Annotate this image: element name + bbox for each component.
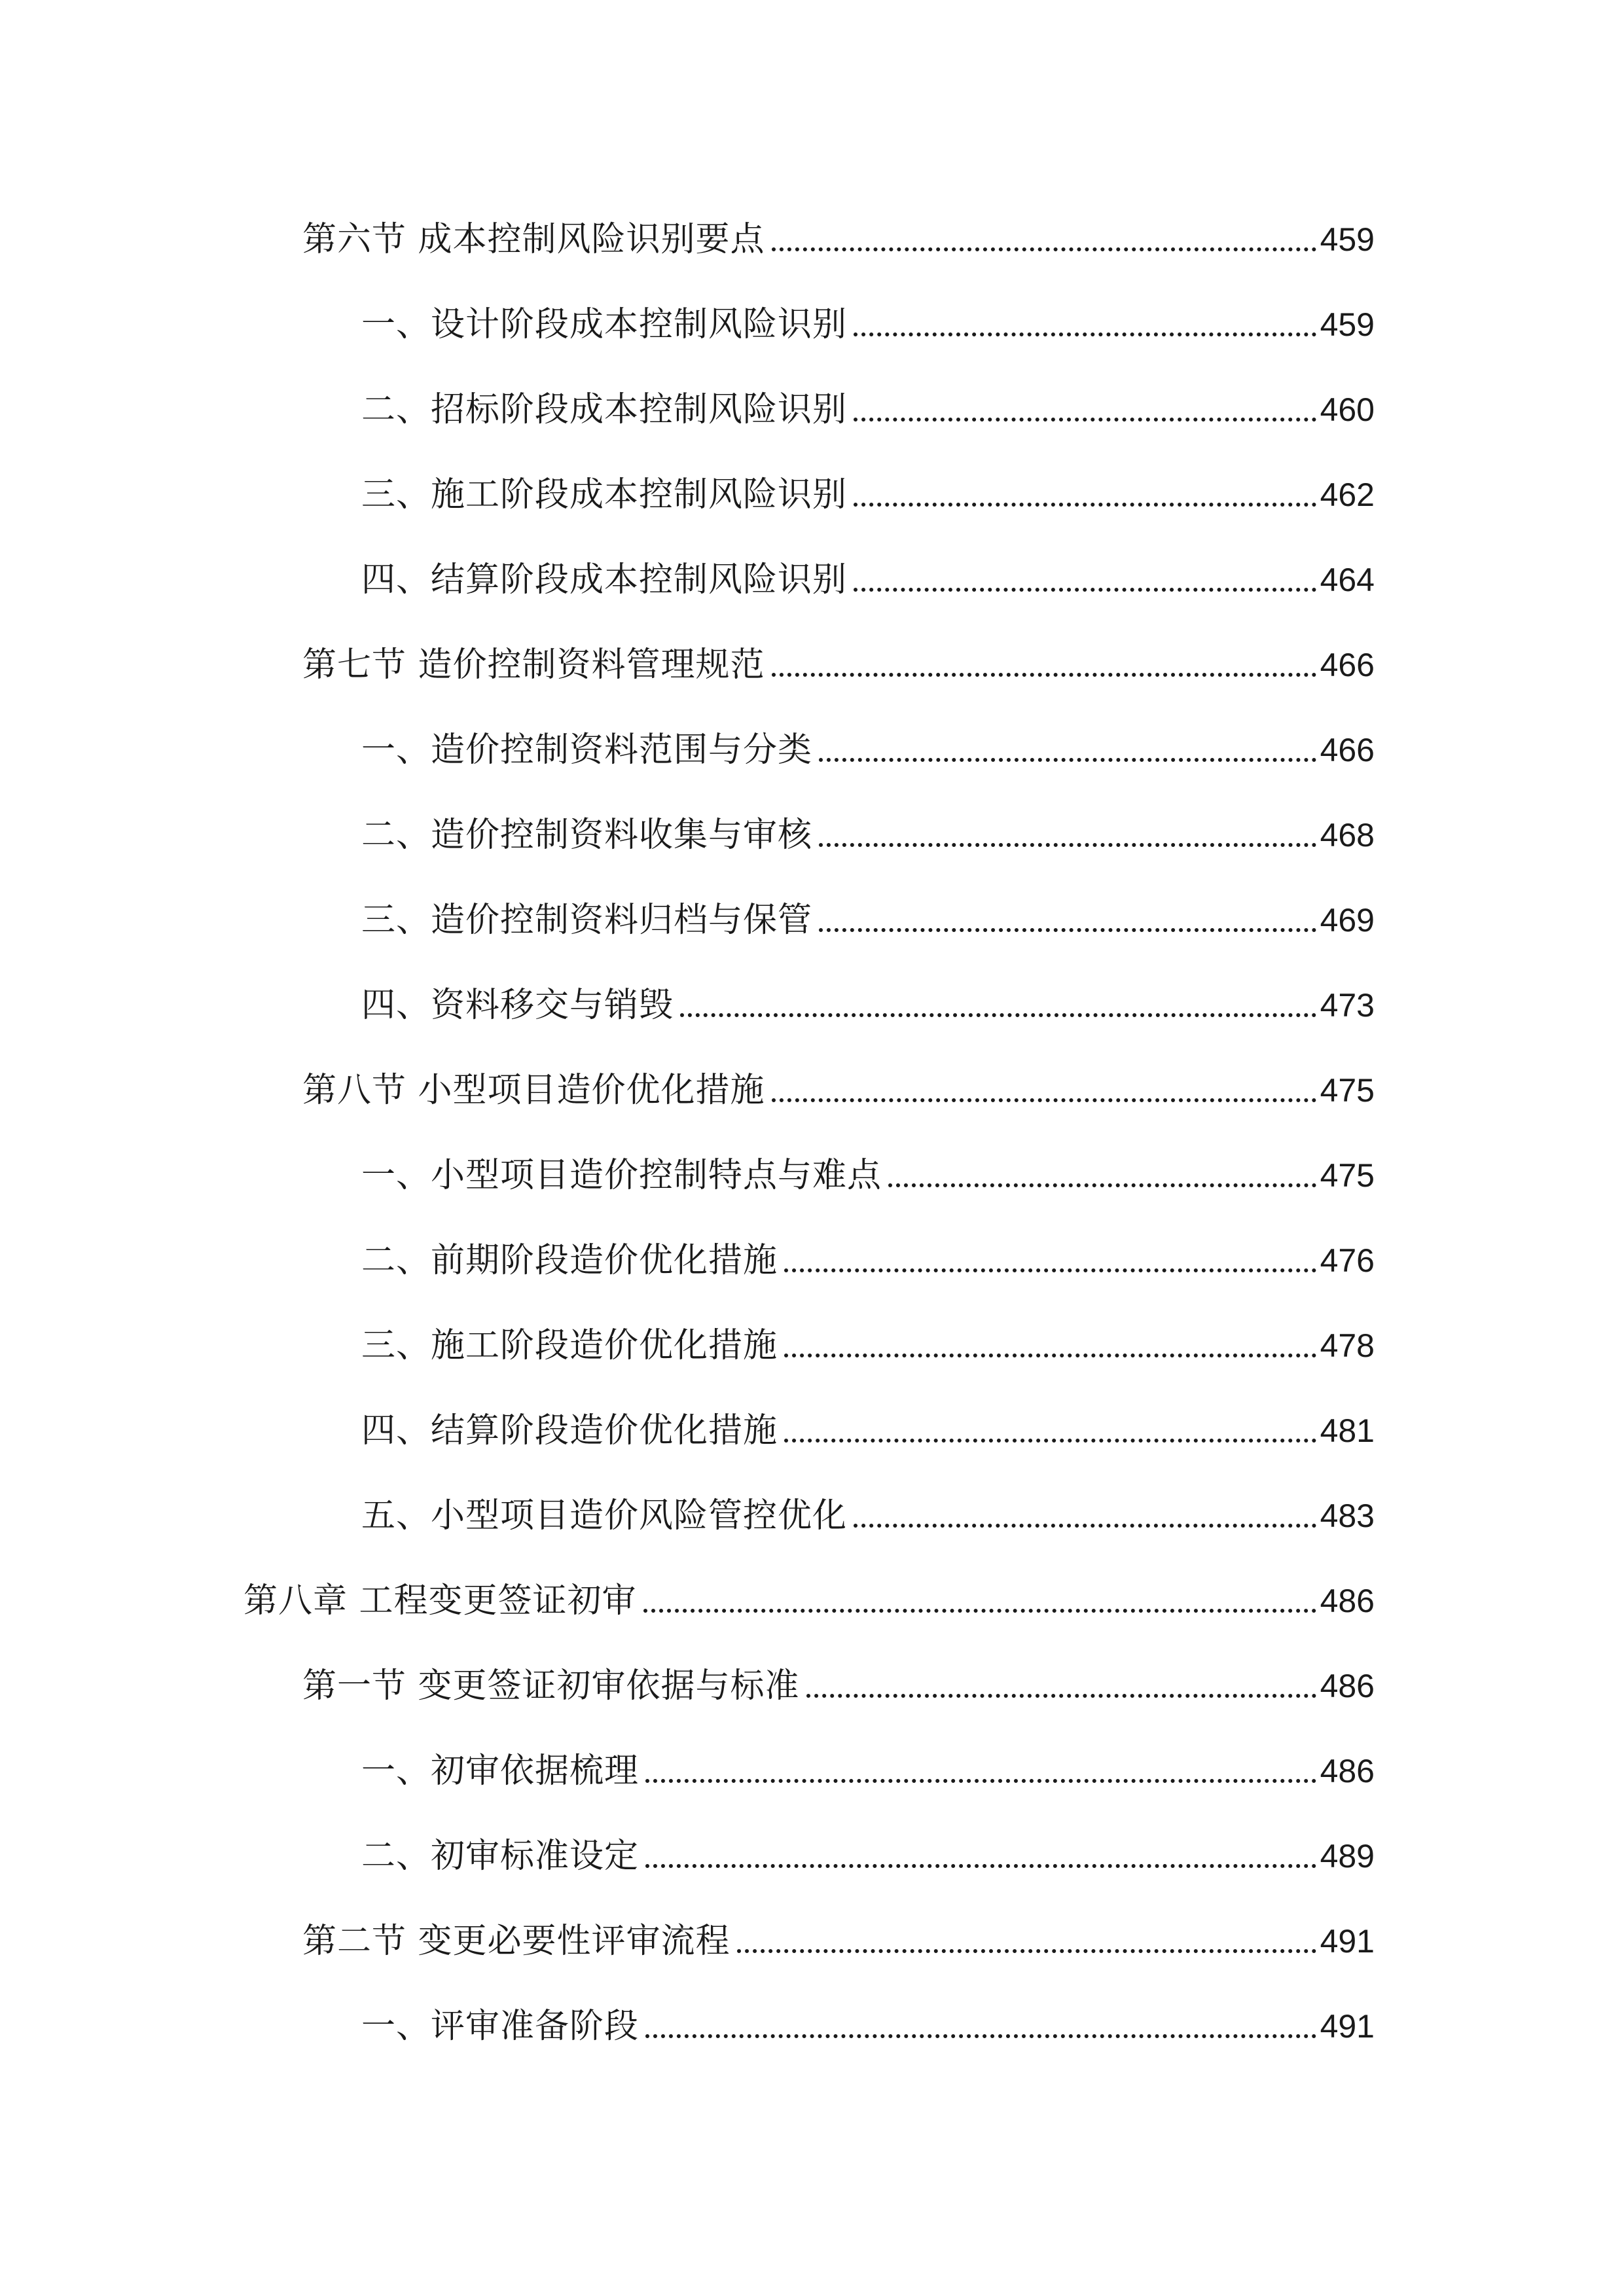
- toc-entry-page: 466: [1320, 647, 1375, 683]
- toc-dot-leader: [854, 503, 1316, 507]
- toc-entry-page: 478: [1320, 1327, 1375, 1364]
- toc-dot-leader: [806, 1694, 1316, 1698]
- toc-entry-title: 一、设计阶段成本控制风险识别: [361, 305, 848, 344]
- toc-entry-title: 第八节 小型项目造价优化措施: [302, 1071, 765, 1110]
- toc-entry-title: 第二节 变更必要性评审流程: [302, 1922, 731, 1961]
- toc-dot-leader: [819, 928, 1316, 932]
- toc-entry-page: 491: [1320, 2008, 1375, 2045]
- toc-entry-title: 一、小型项目造价控制特点与难点: [361, 1156, 882, 1195]
- toc-entry-title: 第一节 变更签证初审依据与标准: [302, 1666, 800, 1706]
- toc-entry-item[interactable]: [361, 804, 1375, 856]
- toc-entry-title: 三、施工阶段成本控制风险识别: [361, 475, 848, 514]
- toc-dot-leader: [645, 2034, 1316, 2038]
- toc-entry-item[interactable]: [361, 1229, 1375, 1282]
- toc-entry-page: 460: [1320, 391, 1375, 428]
- toc-entry-page: 466: [1320, 732, 1375, 768]
- toc-entry-title: 第七节 造价控制资料管理规范: [302, 645, 765, 685]
- toc-dot-leader: [737, 1949, 1316, 1953]
- toc-entry-page: 476: [1320, 1242, 1375, 1279]
- toc-entry-title: 二、前期阶段造价优化措施: [361, 1241, 778, 1280]
- toc-entry-item[interactable]: [361, 1399, 1375, 1452]
- toc-entry-page: 469: [1320, 902, 1375, 939]
- toc-entry-item[interactable]: [361, 378, 1375, 431]
- toc-entry-page: 462: [1320, 476, 1375, 513]
- toc-entry-item[interactable]: [361, 1995, 1375, 2047]
- toc-entry-chapter-8[interactable]: [244, 1570, 1375, 1622]
- toc-dot-leader: [772, 247, 1316, 251]
- toc-entry-title: 一、评审准备阶段: [361, 2007, 640, 2046]
- toc-entry-section-1[interactable]: [302, 1655, 1375, 1707]
- toc-entry-title: 四、结算阶段造价优化措施: [361, 1411, 778, 1450]
- toc-entry-page: 483: [1320, 1498, 1375, 1534]
- toc-entry-title: 一、初审依据梳理: [361, 1751, 640, 1791]
- toc-dot-leader: [854, 418, 1316, 422]
- toc-dot-leader: [784, 1354, 1316, 1357]
- toc-entry-item[interactable]: [361, 293, 1375, 346]
- toc-entry-item[interactable]: [361, 719, 1375, 771]
- toc-entry-item[interactable]: [361, 1484, 1375, 1537]
- toc-entry-title: 第六节 成本控制风险识别要点: [302, 220, 765, 259]
- toc-entry-title: 二、初审标准设定: [361, 1837, 640, 1876]
- toc-dot-leader: [819, 843, 1316, 847]
- toc-dot-leader: [643, 1609, 1316, 1613]
- toc-entry-title: 四、结算阶段成本控制风险识别: [361, 560, 848, 600]
- toc-entry-item[interactable]: [361, 889, 1375, 941]
- toc-entry-page: 486: [1320, 1583, 1375, 1619]
- toc-entry-item[interactable]: [361, 548, 1375, 601]
- toc-dot-leader: [888, 1183, 1316, 1187]
- toc-entry-page: 486: [1320, 1753, 1375, 1789]
- toc-entry-section-7[interactable]: [302, 634, 1375, 686]
- toc-entry-page: 475: [1320, 1072, 1375, 1109]
- toc-entry-item[interactable]: [361, 1740, 1375, 1792]
- toc-dot-leader: [854, 332, 1316, 336]
- toc-dot-leader: [772, 1098, 1316, 1102]
- toc-dot-leader: [680, 1013, 1316, 1017]
- toc-entry-section-6[interactable]: [302, 208, 1375, 260]
- toc-entry-page: 481: [1320, 1412, 1375, 1449]
- toc-entry-page: 486: [1320, 1668, 1375, 1704]
- toc-dot-leader: [772, 673, 1316, 677]
- toc-entry-page: 475: [1320, 1157, 1375, 1194]
- toc-dot-leader: [784, 1439, 1316, 1443]
- toc-dot-leader: [819, 758, 1316, 762]
- toc-dot-leader: [854, 1524, 1316, 1528]
- toc-entry-title: 二、造价控制资料收集与审核: [361, 816, 813, 855]
- toc-dot-leader: [854, 588, 1316, 592]
- toc-entry-item[interactable]: [361, 1825, 1375, 1877]
- toc-entry-page: 491: [1320, 1923, 1375, 1960]
- toc-entry-item[interactable]: [361, 1144, 1375, 1196]
- toc-entry-section-2[interactable]: [302, 1910, 1375, 1962]
- toc-entry-page: 468: [1320, 817, 1375, 853]
- toc-entry-page: 473: [1320, 987, 1375, 1024]
- toc-entry-title: 第八章 工程变更签证初审: [244, 1581, 637, 1621]
- toc-entry-page: 459: [1320, 306, 1375, 343]
- toc-entry-item[interactable]: [361, 1314, 1375, 1367]
- toc-entry-title: 四、资料移交与销毁: [361, 986, 674, 1025]
- toc-entry-title: 三、造价控制资料归档与保管: [361, 901, 813, 940]
- toc-dot-leader: [645, 1864, 1316, 1868]
- toc-entry-page: 459: [1320, 221, 1375, 258]
- toc-entry-page: 464: [1320, 562, 1375, 598]
- toc-entry-title: 二、招标阶段成本控制风险识别: [361, 390, 848, 429]
- toc-entry-title: 一、造价控制资料范围与分类: [361, 730, 813, 770]
- toc-dot-leader: [645, 1779, 1316, 1783]
- toc-entry-title: 三、施工阶段造价优化措施: [361, 1326, 778, 1365]
- toc-entry-item[interactable]: [361, 463, 1375, 516]
- toc-entry-page: 489: [1320, 1838, 1375, 1874]
- toc-entry-item[interactable]: [361, 974, 1375, 1026]
- toc-entry-title: 五、小型项目造价风险管控优化: [361, 1496, 848, 1535]
- toc-entry-section-8[interactable]: [302, 1059, 1375, 1111]
- toc-dot-leader: [784, 1268, 1316, 1272]
